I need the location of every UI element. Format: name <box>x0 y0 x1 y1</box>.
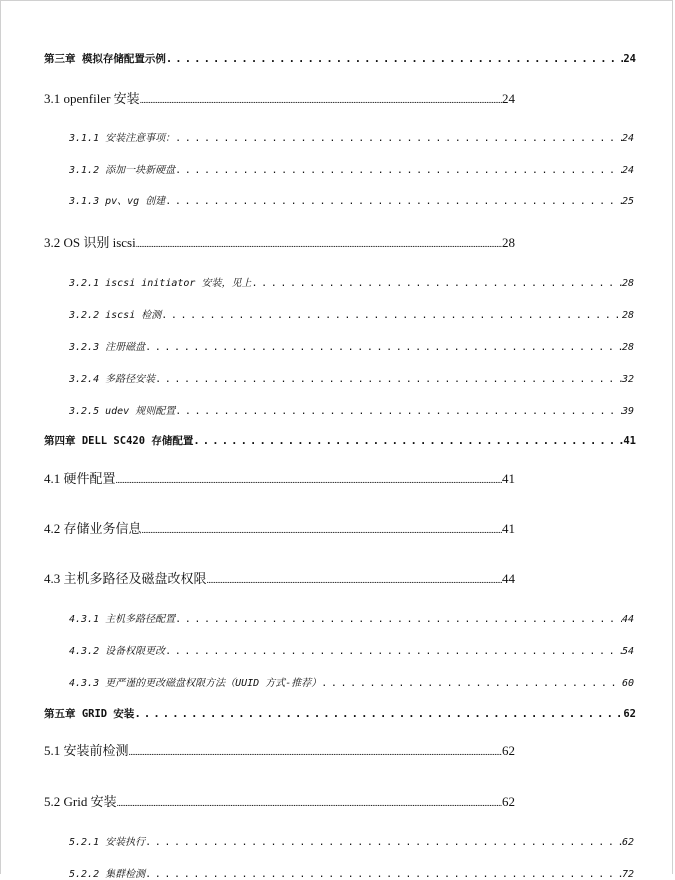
toc-section-4-1[interactable] <box>44 468 515 487</box>
toc-chapter-5[interactable] <box>44 706 636 721</box>
toc-subsection-3-2-5[interactable] <box>69 402 634 417</box>
toc-subsection-3-1-3[interactable] <box>69 192 634 207</box>
toc-subsection-3-1-1[interactable] <box>69 129 634 144</box>
toc-page: 28 <box>621 278 634 289</box>
toc-title: 4.1 硬件配置 <box>44 471 116 486</box>
toc-leader <box>145 342 622 353</box>
toc-page: 32 <box>621 374 634 385</box>
toc-title: 4.3 主机多路径及磁盘改权限 <box>44 571 207 586</box>
toc-page: 54 <box>621 646 634 657</box>
toc-title: 3.2 OS 识别 iscsi <box>44 235 136 250</box>
toc-page: 60 <box>621 678 634 689</box>
toc-leader <box>165 196 622 207</box>
toc-leader <box>175 133 622 144</box>
toc-subsection-4-3-2[interactable] <box>69 642 634 657</box>
toc-subsection-5-2-2[interactable] <box>69 865 634 880</box>
toc-subsection-3-2-3[interactable] <box>69 338 634 353</box>
toc-leader <box>134 708 623 720</box>
toc-subsection-5-2-1[interactable] <box>69 833 634 848</box>
toc-subsection-3-2-2[interactable] <box>69 306 634 321</box>
toc-title: 第三章 模拟存储配置示例 <box>44 53 166 65</box>
toc-leader <box>251 278 622 289</box>
toc-title: 5.1 安装前检测 <box>44 743 129 758</box>
toc-leader <box>165 646 622 657</box>
toc-section-5-2[interactable] <box>44 791 515 810</box>
toc-title: 3.1.3 pv、vg 创建 <box>69 196 166 207</box>
toc-chapter-3[interactable] <box>44 51 636 66</box>
toc-title: 4.3.2 设备权限更改 <box>69 646 166 657</box>
toc-page: 72 <box>621 869 634 880</box>
toc-title: 3.1.2 添加一块新硬盘 <box>69 165 176 176</box>
toc-title: 3.2.1 iscsi initiator 安装，见上 <box>69 278 252 289</box>
toc-leader <box>175 165 622 176</box>
toc-title: 第四章 DELL SC420 存储配置 <box>44 435 194 447</box>
toc-page: 41 <box>502 521 515 536</box>
toc-title: 5.2 Grid 安装 <box>44 794 117 809</box>
toc-page: 39 <box>621 406 634 417</box>
toc-title: 3.2.3 注册磁盘 <box>69 342 146 353</box>
toc-title: 5.2.1 安装执行 <box>69 837 146 848</box>
toc-leader <box>175 406 622 417</box>
toc-page: 62 <box>621 837 634 848</box>
toc-subsection-3-2-1[interactable] <box>69 274 634 289</box>
toc-leader <box>136 235 502 251</box>
toc-title: 3.2.4 多路径安装 <box>69 374 156 385</box>
toc-page: 24 <box>623 53 636 65</box>
toc-leader <box>116 471 502 487</box>
toc-page: 44 <box>621 614 634 625</box>
toc-title: 4.3.3 更严谨的更改磁盘权限方法（UUID 方式-推荐） <box>69 678 322 689</box>
toc-leader <box>155 374 622 385</box>
toc-subsection-3-2-4[interactable] <box>69 370 634 385</box>
toc-page: 62 <box>502 743 515 758</box>
toc-leader <box>321 678 622 689</box>
toc-page: 24 <box>621 165 634 176</box>
toc-page: 62 <box>623 708 636 720</box>
toc-title: 第五章 GRID 安装 <box>44 708 135 720</box>
toc-leader <box>129 743 502 759</box>
toc-page: 28 <box>621 310 634 321</box>
toc-leader <box>145 869 622 880</box>
toc-page: 24 <box>502 91 515 106</box>
toc-page: 28 <box>621 342 634 353</box>
toc-section-4-2[interactable] <box>44 518 515 537</box>
toc-page: 44 <box>502 571 515 586</box>
toc-leader <box>145 837 622 848</box>
toc-page: 24 <box>621 133 634 144</box>
toc-subsection-4-3-1[interactable] <box>69 610 634 625</box>
toc-title: 4.3.1 主机多路径配置 <box>69 614 176 625</box>
toc-page: 41 <box>502 471 515 486</box>
toc-chapter-4[interactable] <box>44 433 636 448</box>
toc-leader <box>117 794 502 810</box>
toc-section-3-2[interactable] <box>44 232 515 251</box>
toc-title: 3.2.5 udev 规则配置 <box>69 406 176 417</box>
toc-page: 62 <box>502 794 515 809</box>
toc-page: 25 <box>621 196 634 207</box>
toc-title: 3.2.2 iscsi 检测 <box>69 310 162 321</box>
toc-title: 4.2 存储业务信息 <box>44 521 142 536</box>
toc-page: 41 <box>623 435 636 447</box>
toc-leader <box>175 614 622 625</box>
toc-section-5-1[interactable] <box>44 740 515 759</box>
toc-title: 5.2.2 集群检测 <box>69 869 146 880</box>
toc-leader <box>166 53 624 65</box>
toc-leader <box>142 521 502 537</box>
toc-leader <box>207 571 502 587</box>
toc-title: 3.1 openfiler 安装 <box>44 91 140 106</box>
toc-page: 28 <box>502 235 515 250</box>
toc-section-4-3[interactable] <box>44 568 515 587</box>
toc-leader <box>193 435 623 447</box>
toc-section-3-1[interactable] <box>44 88 515 107</box>
toc-subsection-3-1-2[interactable] <box>69 161 634 176</box>
toc-leader <box>140 91 502 107</box>
toc-leader <box>161 310 622 321</box>
toc-title: 3.1.1 安装注意事项： <box>69 133 176 144</box>
toc-subsection-4-3-3[interactable] <box>69 674 634 689</box>
